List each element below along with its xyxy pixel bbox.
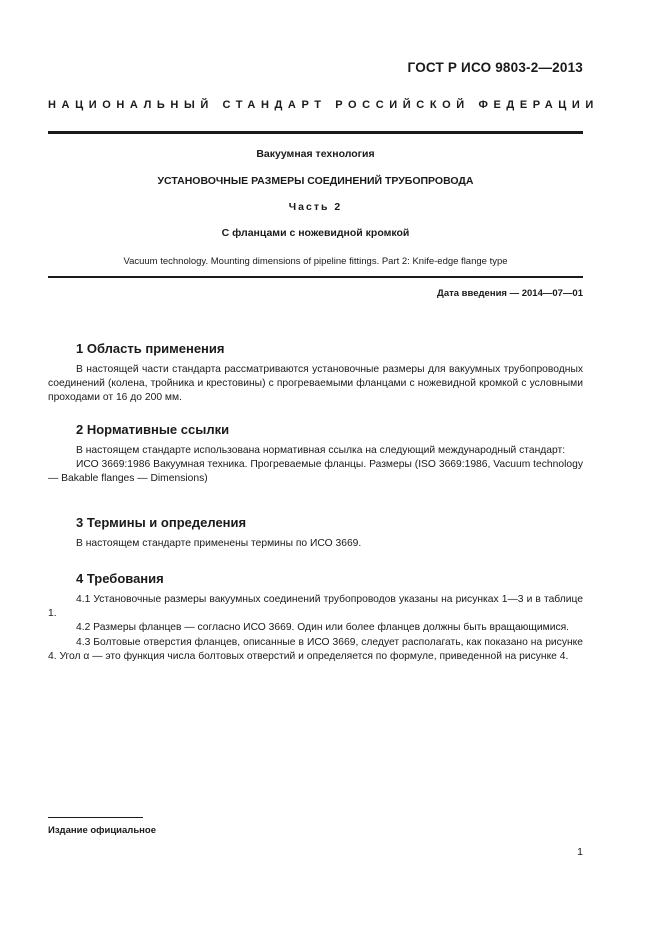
paragraph: В настоящем стандарте использована нормативная ссылка на следующий международный стандарт: (76, 445, 566, 456)
english-title: Vacuum technology. Mounting dimensions of pipeline fittings. Part 2: Knife-edge flange type (123, 256, 508, 267)
header-divider (48, 131, 583, 134)
paragraph: В настоящем стандарте применены термины по ИСО 3669. (76, 538, 362, 549)
section-heading: 1 Область применения (76, 341, 225, 356)
footer-divider (48, 817, 143, 818)
title-divider (48, 276, 583, 278)
section-heading: 3 Термины и определения (76, 515, 247, 530)
standard-part: Часть 2 (288, 201, 343, 213)
standard-subject: Вакуумная технология (256, 148, 375, 160)
section-normative-references (48, 422, 583, 487)
section-heading: 2 Нормативные ссылки (76, 422, 230, 437)
paragraph: 4.1 Установочные размеры вакуумных соединений трубопроводов указаны на рисунках 1—3 и в таблице 1. (48, 594, 583, 620)
paragraph: В настоящей части стандарта рассматриваются установочные размеры для вакуумных трубопроводных соединений (колена, тройника и крестовины) с прогреваемыми фланцами с ножевидной кромкой с условными проходами от 16 до 200 мм. (48, 364, 583, 404)
section-terms (48, 515, 583, 551)
section-heading: 4 Требования (76, 571, 164, 586)
national-standard-banner: НАЦИОНАЛЬНЫЙ СТАНДАРТ РОССИЙСКОЙ ФЕДЕРАЦИИ (48, 99, 599, 111)
introduction-date: Дата введения — 2014—07—01 (437, 288, 583, 299)
paragraph: ИСО 3669:1986 Вакуумная техника. Прогреваемые фланцы. Размеры (ISO 3669:1986, Vacuum technology — Bakable flanges — Dimensions) (48, 459, 583, 485)
official-edition-label: Издание официальное (48, 825, 156, 836)
section-scope (48, 341, 583, 406)
standard-title: УСТАНОВОЧНЫЕ РАЗМЕРЫ СОЕДИНЕНИЙ ТРУБОПРОВОДА (157, 175, 474, 187)
paragraph: 4.3 Болтовые отверстия фланцев, описанные в ИСО 3669, следует располагать, как показано на рисунке 4. Угол α — это функция числа болтовых отверстий и определяется по формуле, приведенной на рисунке 4. (48, 636, 583, 662)
document-code: ГОСТ Р ИСО 9803-2—2013 (407, 60, 583, 75)
section-requirements (48, 571, 583, 664)
paragraph: 4.2 Размеры фланцев — согласно ИСО 3669. Один или более фланцев должны быть вращающимися. (76, 622, 570, 634)
page-number: 1 (577, 846, 583, 858)
standard-subtitle: С фланцами с ножевидной кромкой (221, 227, 410, 239)
